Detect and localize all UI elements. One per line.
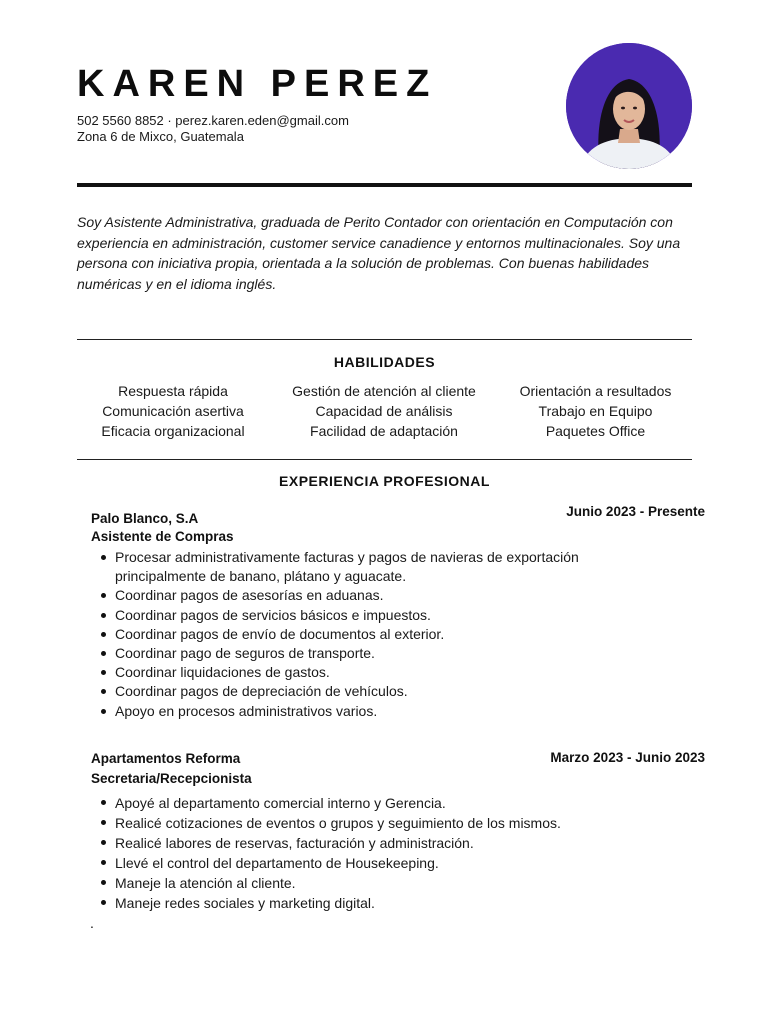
- contact-line: 502 5560 8852 · perez.karen.eden@gmail.com: [77, 113, 349, 128]
- header-divider: [77, 183, 692, 187]
- list-item: Coordinar pagos de envío de documentos al exterior.: [91, 625, 651, 644]
- trailing-mark: .: [90, 915, 94, 931]
- job-bullets: [91, 793, 651, 913]
- job-role: Secretaria/Recepcionista: [91, 771, 252, 786]
- job-company: Apartamentos Reforma: [91, 751, 241, 766]
- skill-item: Paquetes Office: [545, 423, 646, 439]
- experience-divider-top: [77, 459, 692, 460]
- skill-item: Respuesta rápida: [118, 383, 228, 399]
- list-item: Procesar administrativamente facturas y pagos de navieras de exportación principalmente de banano, plátano y aguacate.: [91, 548, 651, 586]
- list-item: Coordinar liquidaciones de gastos.: [91, 663, 651, 682]
- skills-title: HABILIDADES: [333, 354, 436, 370]
- skill-item: Orientación a resultados: [519, 383, 672, 399]
- list-item: Realicé cotizaciones de eventos o grupos y seguimiento de los mismos.: [91, 813, 651, 833]
- skill-item: Capacidad de análisis: [315, 403, 453, 419]
- list-item: Coordinar pagos de servicios básicos e impuestos.: [91, 606, 651, 625]
- job-date: Junio 2023 - Presente: [566, 504, 705, 519]
- skill-item: Comunicación asertiva: [102, 403, 244, 419]
- job-company: Palo Blanco, S.A: [91, 511, 199, 526]
- skill-item: Trabajo en Equipo: [538, 403, 653, 419]
- experience-title: EXPERIENCIA PROFESIONAL: [279, 473, 490, 489]
- list-item: Apoyo en procesos administrativos varios.: [91, 702, 651, 721]
- skills-divider-top: [77, 339, 692, 340]
- list-item: Llevé el control del departamento de Housekeeping.: [91, 853, 651, 873]
- job-date: Marzo 2023 - Junio 2023: [550, 750, 705, 765]
- skill-item: Facilidad de adaptación: [310, 423, 458, 439]
- list-item: Maneje la atención al cliente.: [91, 873, 651, 893]
- profile-summary: Soy Asistente Administrativa, graduada de Perito Contador con orientación en Computación con experiencia en administración, customer service canadience y entornos multinacionales. Soy una persona con iniciativa propia, orientada a la solución de problemas. Con buenas habilidades numéricas y en el idioma inglés.: [77, 214, 681, 292]
- candidate-name: KAREN PEREZ: [77, 63, 438, 105]
- list-item: Realicé labores de reservas, facturación y administración.: [91, 833, 651, 853]
- location-line: Zona 6 de Mixco, Guatemala: [77, 129, 244, 144]
- skill-item: Eficacia organizacional: [101, 423, 245, 439]
- contact-block: [77, 113, 349, 145]
- skill-item: Gestión de atención al cliente: [292, 383, 476, 399]
- portrait-illustration: [566, 43, 692, 169]
- list-item: Maneje redes sociales y marketing digital.: [91, 893, 651, 913]
- job-role: Asistente de Compras: [91, 529, 234, 544]
- job-bullets: [91, 548, 651, 721]
- profile-photo: [566, 43, 692, 169]
- list-item: Coordinar pago de seguros de transporte.: [91, 644, 651, 663]
- list-item: Apoyé al departamento comercial interno y Gerencia.: [91, 793, 651, 813]
- skills-grid: [77, 381, 692, 441]
- list-item: Coordinar pagos de asesorías en aduanas.: [91, 586, 651, 605]
- list-item: Coordinar pagos de depreciación de vehículos.: [91, 682, 651, 701]
